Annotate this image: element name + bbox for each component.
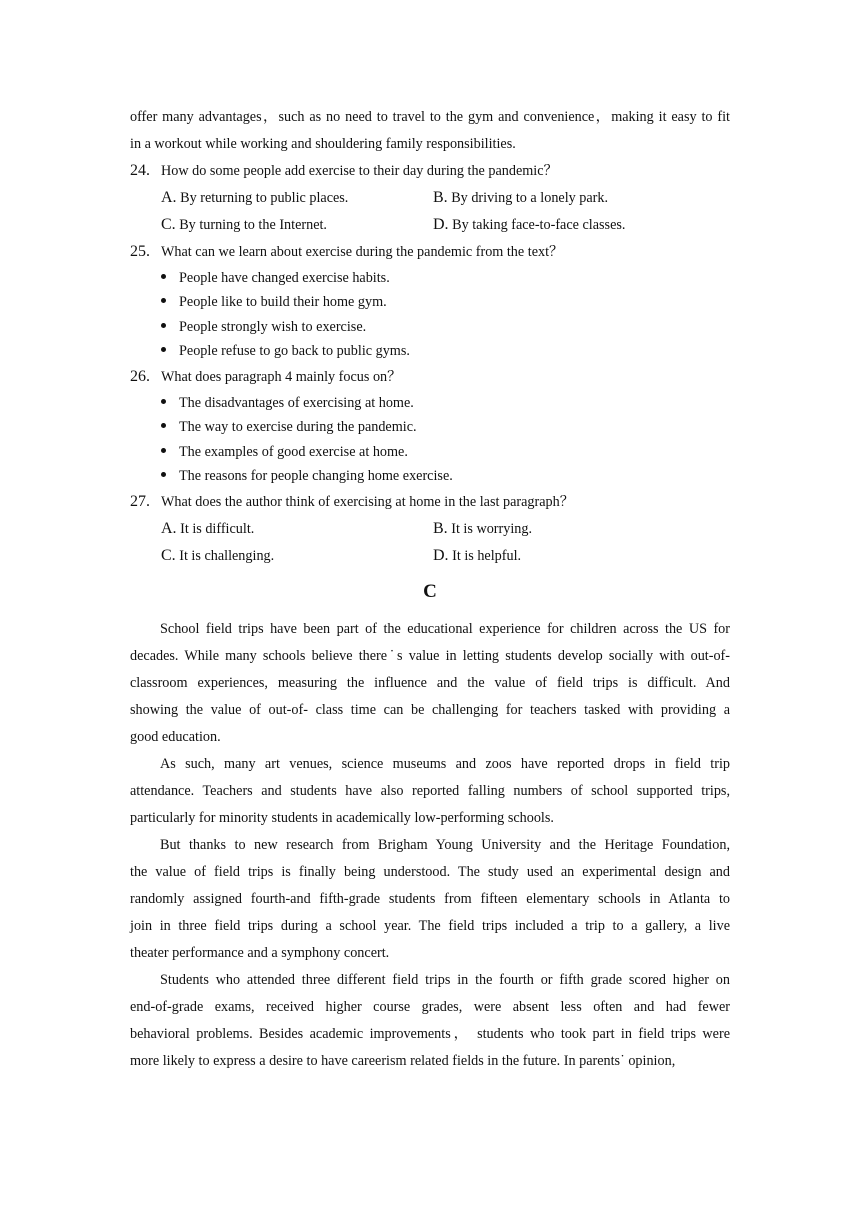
bullet-dot-icon — [161, 423, 166, 428]
paragraph-line: School field trips have been part of the educational experience for children across the US for — [160, 621, 730, 637]
paragraph-line: But thanks to new research from Brigham Young University and the Heritage Foundation, — [160, 837, 730, 853]
bullet-text: The way to exercise during the pandemic. — [179, 419, 417, 435]
paragraph-line: end-of-grade exams, received higher course grades, were absent less often and had fewer — [130, 999, 730, 1015]
option-letter: B. — [433, 189, 448, 206]
option-text: By taking face-to-face classes. — [452, 217, 626, 233]
option-a — [161, 519, 254, 539]
intro-line: in a workout while working and shouldering family responsibilities. — [130, 136, 516, 152]
option-text: By driving to a lonely park. — [451, 190, 609, 206]
bullet-dot-icon — [161, 448, 166, 453]
option-d — [433, 546, 521, 566]
option-d — [433, 215, 625, 235]
bullet-text: The disadvantages of exercising at home. — [179, 395, 414, 411]
bullet-dot-icon — [161, 399, 166, 404]
paragraph-line: more likely to express a desire to have careerism related fields in the future. In parents˙ opinion, — [130, 1053, 676, 1069]
question-number: 27. — [130, 493, 150, 510]
option-c — [161, 215, 327, 235]
bullet-dot-icon — [161, 298, 166, 303]
bullet-text: People strongly wish to exercise. — [179, 319, 367, 335]
bullet-item — [161, 292, 387, 312]
bullet-text: The examples of good exercise at home. — [179, 444, 408, 460]
paragraph-line: decades. While many schools believe there˙s value in letting students develop socially with out-of- — [130, 648, 730, 664]
option-letter: C. — [161, 216, 176, 233]
bullet-dot-icon — [161, 323, 166, 328]
option-text: It is difficult. — [180, 521, 255, 537]
option-a — [161, 188, 348, 208]
option-text: By turning to the Internet. — [179, 217, 327, 233]
bullet-dot-icon — [161, 347, 166, 352]
paragraph-line: attendance. Teachers and students have also reported falling numbers of school supported trips, — [130, 783, 730, 799]
question-text: What does the author think of exercising at home in the last paragraph？ — [161, 494, 574, 510]
question-number: 26. — [130, 368, 150, 385]
paragraph-line: randomly assigned fourth-and fifth-grade students from fifteen elementary schools in Atlanta to — [130, 891, 730, 907]
paragraph-line: good education. — [130, 729, 221, 745]
bullet-text: People refuse to go back to public gyms. — [179, 343, 410, 359]
paragraph-line: join in three field trips during a school year. The field trips included a trip to a gallery, a live — [130, 918, 730, 934]
option-letter: B. — [433, 520, 448, 537]
bullet-item — [161, 466, 453, 486]
option-letter: D. — [433, 216, 449, 233]
bullet-dot-icon — [161, 472, 166, 477]
question-text: How do some people add exercise to their day during the pandemic？ — [161, 163, 558, 179]
option-text: It is challenging. — [179, 548, 275, 564]
question-number: 24. — [130, 162, 150, 179]
bullet-item — [161, 393, 414, 413]
option-text: It is helpful. — [452, 548, 522, 564]
option-letter: C. — [161, 547, 176, 564]
bullet-text: People like to build their home gym. — [179, 294, 387, 310]
intro-line: offer many advantages，such as no need to travel to the gym and convenience，making it easy to fit — [130, 109, 730, 125]
paragraph-line: the value of field trips is finally being understood. The study used an experimental design and — [130, 864, 730, 880]
option-letter: D. — [433, 547, 449, 564]
option-text: By returning to public places. — [180, 190, 349, 206]
bullet-text: The reasons for people changing home exercise. — [179, 468, 453, 484]
bullet-item — [161, 341, 410, 361]
paragraph-line: particularly for minority students in academically low-performing schools. — [130, 810, 554, 826]
question-number: 25. — [130, 243, 150, 260]
paragraph-line: behavioral problems. Besides academic improvements， students who took part in field trips were — [130, 1026, 730, 1042]
section-title: C — [423, 581, 437, 602]
paragraph-line: classroom experiences, measuring the influence and the value of field trips is difficult. And — [130, 675, 730, 691]
paragraph-line: Students who attended three different field trips in the fourth or fifth grade scored higher on — [160, 972, 730, 988]
option-b — [433, 519, 532, 539]
question-text: What can we learn about exercise during the pandemic from the text？ — [161, 244, 564, 260]
bullet-text: People have changed exercise habits. — [179, 270, 390, 286]
paragraph-line: showing the value of out-of- class time can be challenging for teachers tasked with providing a — [130, 702, 730, 718]
bullet-item — [161, 317, 366, 337]
option-letter: A. — [161, 189, 177, 206]
bullet-item — [161, 442, 408, 462]
option-letter: A. — [161, 520, 177, 537]
option-c — [161, 546, 274, 566]
bullet-item — [161, 268, 390, 288]
paragraph-line: theater performance and a symphony concert. — [130, 945, 390, 961]
bullet-item — [161, 417, 417, 437]
paragraph-line: As such, many art venues, science museums and zoos have reported drops in field trip — [160, 756, 730, 772]
option-b — [433, 188, 608, 208]
option-text: It is worrying. — [451, 521, 533, 537]
bullet-dot-icon — [161, 274, 166, 279]
question-text: What does paragraph 4 mainly focus on？ — [161, 369, 402, 385]
